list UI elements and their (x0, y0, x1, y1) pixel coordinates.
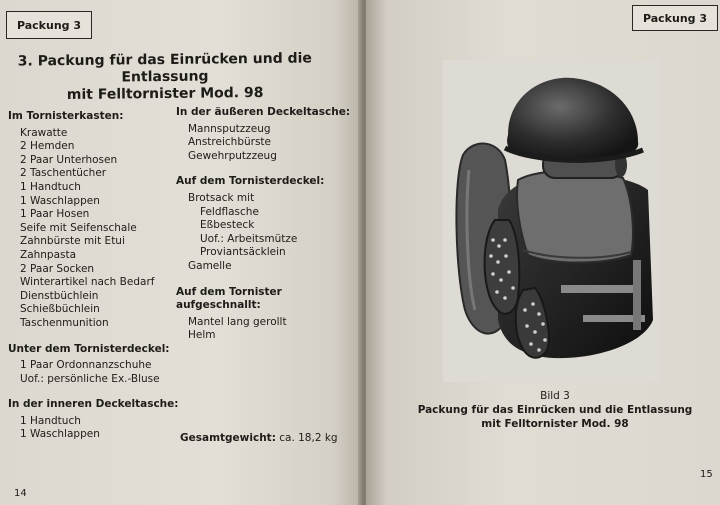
list-item: Helm (188, 329, 216, 342)
section-heading: In der äußeren Deckeltasche: (176, 106, 351, 118)
list-item: 1 Waschlappen (20, 428, 100, 441)
list-item: 2 Paar Unterhosen (20, 153, 118, 166)
list-item: Zahnpasta (20, 248, 77, 261)
caption-label: Bild 3 (540, 390, 570, 402)
list-item: 2 Paar Socken (20, 262, 95, 275)
right-header-box: Packung 3 (632, 5, 718, 31)
list-item: 1 Paar Hosen (20, 208, 90, 221)
section-title (0, 50, 330, 104)
total-weight-value: ca. 18,2 kg (279, 432, 338, 444)
list-item: 1 Paar Ordonnanzschuhe (20, 359, 152, 372)
backpack-illustration (443, 60, 660, 382)
page-number-right: 15 (700, 469, 713, 480)
section-heading: In der inneren Deckeltasche: (8, 398, 179, 411)
caption-line1: Packung für das Einrücken und die Entlassung (417, 404, 693, 416)
list-item: Gewehrputzzeug (188, 149, 277, 162)
list-item: Winterartikel nach Bedarf (20, 276, 155, 289)
list-item: Krawatte (20, 126, 68, 139)
list-item: Eßbesteck (200, 219, 255, 232)
list-item: 1 Handtuch (20, 414, 81, 427)
section-heading: Unter dem Tornisterdeckel: (8, 342, 170, 355)
list-item: 2 Taschentücher (20, 167, 107, 180)
list-item: Uof.: persönliche Ex.-Bluse (20, 372, 160, 385)
section-title-line1: 3. Packung für das Einrücken und die Entlassung (17, 50, 312, 86)
list-item: Dienstbüchlein (20, 289, 99, 302)
section-heading: Auf dem Tornisterdeckel: (176, 175, 325, 188)
packing-list-column-1 (8, 110, 178, 442)
backpack-with-helmet-photo (443, 60, 660, 382)
list-item: Feldflasche (200, 205, 259, 218)
left-header-box: Packung 3 (6, 11, 92, 39)
total-weight (180, 432, 338, 446)
list-item: 1 Waschlappen (20, 194, 100, 207)
list-item: Gamelle (188, 259, 232, 272)
section-heading: Auf dem Tornister (176, 285, 282, 298)
section-heading: aufgeschnallt: (176, 299, 261, 312)
list-item: Seife mit Seifenschale (20, 221, 137, 234)
section-title-line2: mit Felltornister Mod. 98 (66, 84, 264, 104)
list-item: Schießbüchlein (20, 303, 100, 316)
section-heading: Im Tornisterkasten: (8, 110, 124, 122)
list-item: Zahnbürste mit Etui (20, 235, 125, 248)
list-item: Mantel lang gerollt (188, 315, 287, 328)
total-weight-label: Gesamtgewicht: (180, 432, 276, 444)
page-number-left: 14 (14, 488, 27, 499)
photo-caption (405, 389, 705, 431)
list-item: Proviantsäcklein (200, 246, 286, 259)
list-item: Anstreichbürste (188, 136, 272, 149)
list-item: Taschenmunition (20, 316, 109, 329)
caption-line2: mit Felltornister Mod. 98 (481, 418, 629, 430)
list-item: 2 Hemden (20, 140, 75, 153)
list-item: Brotsack mit (188, 191, 255, 204)
list-item: Uof.: Arbeitsmütze (200, 232, 298, 245)
packing-list-column-2 (176, 106, 350, 343)
list-item: 1 Handtuch (20, 180, 81, 193)
list-item: Mannsputzzeug (188, 122, 271, 135)
